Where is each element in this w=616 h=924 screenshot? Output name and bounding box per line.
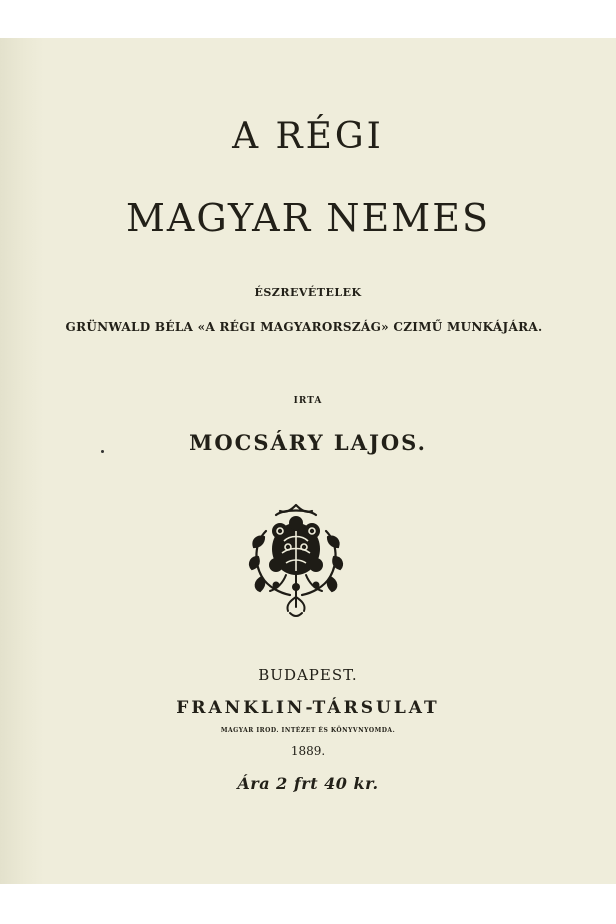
subtitle-line-2: GRÜNWALD BÉLA «A RÉGI MAGYARORSZÁG» CZIMŰ MUNKÁJÁRA. [65,320,543,334]
book-cover [0,38,616,884]
subtitle-line-1: ÉSZREVÉTELEK [254,286,362,299]
imprint-city: BUDAPEST. [258,666,358,684]
author-name: MOCSÁRY LAJOS. [189,430,427,455]
imprint-press: MAGYAR IROD. INTÉZET ÉS KÖNYVNYOMDA. [220,727,396,734]
imprint-publisher: FRANKLIN-TÁRSULAT [176,698,440,718]
imprint-year: 1889. [290,744,326,758]
title-line-2: MAGYAR NEMES [126,196,490,240]
title-line-1: A RÉGI [232,116,384,157]
price-line: Ára 2 frt 40 kr. [237,774,379,793]
floral-vignette-icon [246,501,346,619]
irta-label: IRTA [293,396,323,406]
